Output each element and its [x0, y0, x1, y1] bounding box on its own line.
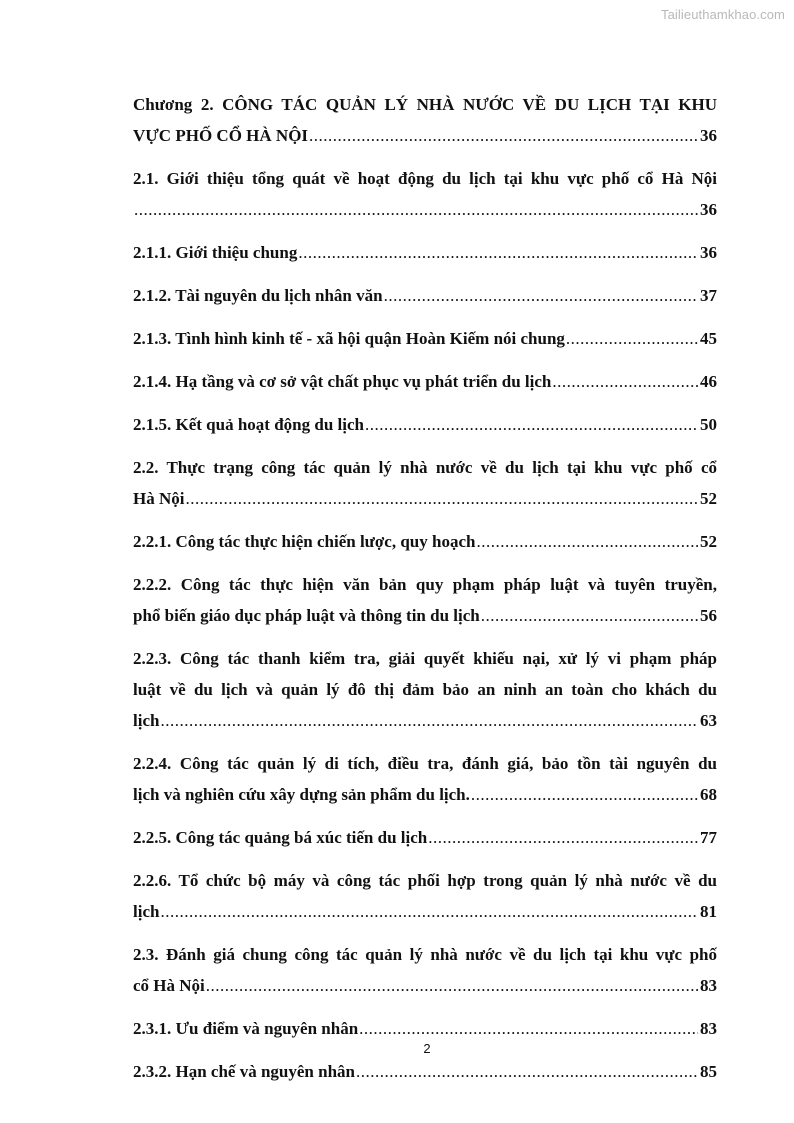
toc-entry-page: 56 [700, 606, 717, 625]
toc-entry[interactable] [133, 452, 717, 514]
toc-entry-page: 63 [700, 711, 717, 730]
toc-entry-page: 77 [700, 828, 717, 847]
toc-entry-page: 52 [700, 489, 717, 508]
toc-entry-page: 68 [700, 785, 717, 804]
toc-entry[interactable] [133, 569, 717, 631]
dot-leader [356, 1056, 698, 1087]
toc-entry-text-line: 2.2.2. Công tác thực hiện văn bản quy phạm pháp luật và tuyên truyền, [133, 575, 717, 594]
toc-entry-text-line: 2.2.4. Công tác quản lý di tích, điều tra, đánh giá, bảo tồn tài nguyên du [133, 754, 717, 773]
toc-entry[interactable] [133, 526, 717, 557]
watermark: Tailieuthamkhao.com [660, 7, 785, 22]
dot-leader [134, 194, 698, 225]
toc-entry-title: lịch và nghiên cứu xây dựng sản phẩm du lịch. [133, 785, 470, 804]
toc-entry-title: 2.1.1. Giới thiệu chung [133, 243, 298, 262]
toc-entry[interactable] [133, 643, 717, 736]
toc-entry-page: 36 [700, 126, 717, 145]
toc-entry[interactable] [133, 280, 717, 311]
toc-entry-leader-line [133, 526, 717, 557]
dot-leader [365, 409, 698, 440]
toc-entry-leader-line [133, 194, 717, 225]
toc-entry-leader-line [133, 483, 717, 514]
dot-leader [428, 822, 698, 853]
toc-entry-title: 2.1.4. Hạ tầng và cơ sở vật chất phục vụ phát triển du lịch [133, 372, 552, 391]
toc-entry[interactable] [133, 323, 717, 354]
toc-entry-page: 85 [700, 1062, 717, 1081]
dot-leader [471, 779, 698, 810]
toc-entry-text-line: 2.1. Giới thiệu tổng quát về hoạt động du lịch tại khu vực phố cổ Hà Nội [133, 169, 717, 188]
toc-entry-page: 83 [700, 1019, 717, 1038]
toc-entry-title: cổ Hà Nội [133, 976, 205, 995]
toc-entry-title: 2.1.3. Tình hình kinh tế - xã hội quận Hoàn Kiếm nói chung [133, 329, 565, 348]
toc-entry[interactable] [133, 865, 717, 927]
toc-entry-title: 2.2.1. Công tác thực hiện chiến lược, quy hoạch [133, 532, 476, 551]
toc-entry[interactable] [133, 939, 717, 1001]
toc-entry[interactable] [133, 1013, 717, 1044]
toc-entry-text-line: 2.2.6. Tổ chức bộ máy và công tác phối hợp trong quản lý nhà nước về du [133, 871, 717, 890]
toc-entry-title: phổ biến giáo dục pháp luật và thông tin du lịch [133, 606, 480, 625]
toc-entry-title: Hà Nội [133, 489, 185, 508]
toc-entry-leader-line [133, 600, 717, 631]
toc-entry[interactable] [133, 1056, 717, 1087]
toc-entry[interactable] [133, 409, 717, 440]
toc-entry-leader-line [133, 120, 717, 151]
dot-leader [481, 600, 698, 631]
toc-entry-page: 45 [700, 329, 717, 348]
toc-entry-leader-line [133, 280, 717, 311]
toc-entry[interactable] [133, 366, 717, 397]
toc-entry-page: 36 [700, 200, 717, 219]
toc-entry-leader-line [133, 705, 717, 736]
toc-entry-leader-line [133, 323, 717, 354]
toc-entry-page: 46 [700, 372, 717, 391]
toc-entry-title: 2.3.2. Hạn chế và nguyên nhân [133, 1062, 355, 1081]
toc-entry[interactable] [133, 748, 717, 810]
toc-entry-leader-line [133, 366, 717, 397]
toc-entry-leader-line [133, 237, 717, 268]
toc-entry-title: 2.1.2. Tài nguyên du lịch nhân văn [133, 286, 383, 305]
toc-entry-text-line: 2.3. Đánh giá chung công tác quản lý nhà nước về du lịch tại khu vực phố [133, 945, 717, 964]
toc-entry-page: 50 [700, 415, 717, 434]
dot-leader [160, 705, 698, 736]
dot-leader [552, 366, 698, 397]
dot-leader [566, 323, 698, 354]
dot-leader [160, 896, 698, 927]
toc-entry[interactable] [133, 89, 717, 151]
toc-entry-leader-line [133, 822, 717, 853]
toc-entry-leader-line [133, 1013, 717, 1044]
toc-entry-page: 83 [700, 976, 717, 995]
toc-entry-title: 2.1.5. Kết quả hoạt động du lịch [133, 415, 364, 434]
toc-entry[interactable] [133, 822, 717, 853]
toc-entry-text-line: 2.2.3. Công tác thanh kiểm tra, giải quyết khiếu nại, xử lý vi phạm pháp [133, 649, 717, 668]
table-of-contents [133, 89, 717, 1099]
toc-entry-title: lịch [133, 711, 160, 730]
toc-entry-page: 81 [700, 902, 717, 921]
toc-entry[interactable] [133, 163, 717, 225]
toc-entry-leader-line [133, 409, 717, 440]
toc-entry-leader-line [133, 970, 717, 1001]
toc-entry-text-line: 2.2. Thực trạng công tác quản lý nhà nước về du lịch tại khu vực phố cổ [133, 458, 717, 477]
dot-leader [298, 237, 698, 268]
toc-entry[interactable] [133, 237, 717, 268]
dot-leader [384, 280, 698, 311]
toc-entry-page: 36 [700, 243, 717, 262]
toc-entry-leader-line [133, 896, 717, 927]
toc-entry-text-line: luật về du lịch và quản lý đô thị đảm bảo an ninh an toàn cho khách du [133, 680, 717, 699]
toc-entry-page: 52 [700, 532, 717, 551]
toc-entry-title: lịch [133, 902, 160, 921]
toc-entry-leader-line [133, 1056, 717, 1087]
toc-entry-title: VỰC PHỐ CỔ HÀ NỘI [133, 126, 309, 145]
toc-entry-title: 2.2.5. Công tác quảng bá xúc tiến du lịch [133, 828, 428, 847]
dot-leader [206, 970, 698, 1001]
dot-leader [309, 120, 698, 151]
toc-entry-page: 37 [700, 286, 717, 305]
dot-leader [359, 1013, 698, 1044]
toc-entry-text-line: Chương 2. CÔNG TÁC QUẢN LÝ NHÀ NƯỚC VỀ DU LỊCH TẠI KHU [133, 95, 717, 114]
toc-entry-leader-line [133, 779, 717, 810]
toc-entry-title: 2.3.1. Ưu điểm và nguyên nhân [133, 1019, 359, 1038]
dot-leader [185, 483, 698, 514]
dot-leader [476, 526, 698, 557]
page-number: 2 [423, 1041, 431, 1056]
